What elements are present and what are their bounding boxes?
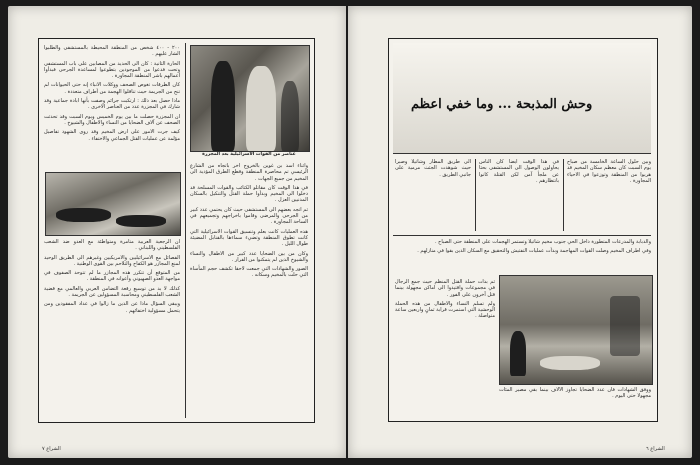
figure-soldier	[211, 61, 235, 151]
page-number: الشراع ٧	[42, 446, 61, 452]
paragraph: ماذا حصل بعد ذلك : ارتكبت جرائم وصفت بأنها ابادة جماعية وقد شارك في المجزرة عدد من العناصر الاخرى .	[44, 98, 180, 111]
paragraph: هذه العمليات كانت بعلم وتنسيق القوات الاسرائيلية التي كانت تطوق المنطقة وتضيء سماءها بالقنابل المضيئة طوال الليل .	[190, 228, 308, 248]
paragraph: ان الرجعية العربية متآمرة ومتواطئة مع العدو ضد الشعب الفلسطيني واللبناني .	[44, 239, 180, 252]
paragraph: ولم تسلم النساء والاطفال من هذه الحملة الوحشية التي استمرت قرابة ثمانٍ واربعين ساعة متواصلة .	[395, 300, 495, 320]
paragraph: ٢٠٠ - ٤٠٠ شخص من المنطقة المحيطة بالمستشفى والطلبوا الشار عليهم .	[44, 45, 180, 58]
headline-box	[393, 43, 651, 154]
paragraph: ثم اتجه بعضهم الى المستشفى حيث كان يحتمي عدد كبير من الجرحى والمرضى وقاموا باخراجهم وتجميعهم في الساحة المجاورة .	[190, 206, 308, 226]
paragraph: كيف جرت الامور على ارض المخيم وقد روى الشهود تفاصيل مؤلمة عن عمليات القتل الجماعي والاختفاء .	[44, 129, 180, 142]
intro-column-left	[395, 159, 471, 231]
page-number: الشراع ٦	[646, 446, 665, 452]
intro-column-right	[567, 159, 651, 231]
photo-soldiers	[190, 45, 310, 152]
paragraph: ان المجزرة حصلت ما بين يوم الخميس ويوم السبت وقد تحدثت الصحف عن آلاف الضحايا من النساء والاطفال والشيوخ .	[44, 113, 180, 126]
column-divider	[475, 159, 476, 231]
paragraph: ويبقى السؤال ماذا عن الذين ما زالوا في عداد المفقودين ومن يتحمل مسؤولية اختفائهم .	[44, 301, 180, 314]
figure-rubble	[540, 356, 600, 370]
paragraph: الى طريق المطار وشاتيلا وصبرا حيث شوهدت الجثث مرمية على جانبي الطريق .	[395, 159, 471, 178]
paragraph: وفي اطراف المخيم وصلت القوات المهاجمة وبدأت عمليات التفتيش والتحقيق مع السكان الذين بقوا في منازلهم .	[417, 248, 651, 255]
paragraph: وبين حلول الساعة الخامسة من صباح يوم السبت كان معظم سكان المخيم قد هربوا من المنطقة وتوزعوا في الاحياء المجاورة .	[567, 159, 651, 184]
paragraph: الحارة الثانية : كان الى الحديد من المصابين على باب المستشفى وتحت فدعوا من الموجودين بتطوعوا لمساعدة الجرحى فبدأوا أعمالهم باشر المنطقة المجاورة .	[44, 60, 180, 80]
photo-caption: عناصر من القوات الاسرائيلية بعد المجزرة	[202, 152, 296, 157]
divider	[393, 235, 651, 236]
left-page	[8, 6, 346, 458]
column-divider	[185, 43, 186, 418]
column-divider	[563, 159, 564, 231]
headline: وحش المذبحة ... وما خفي اعظم	[411, 97, 593, 112]
main-text-side	[395, 279, 495, 415]
photo-victims	[45, 172, 181, 236]
paragraph: الصور والشهادات التي جمعت لاحقا تكشف حجم المأساة التي حلت بالمخيم وسكانه .	[190, 266, 308, 279]
figure-person	[510, 331, 526, 376]
figure-victim	[116, 215, 166, 227]
photo-street-bodies	[499, 275, 653, 385]
figure-background	[281, 81, 299, 151]
paragraph: ثم بدأت حملة القتل المنظم حيث جمع الرجال في مجموعات واقتيدوا الى اماكن مجهولة بينما قتل آخرون على الفور .	[395, 279, 495, 298]
figure-man	[246, 66, 276, 151]
figure-victim	[56, 208, 111, 222]
main-text-bottom	[499, 387, 651, 415]
main-text-top	[395, 239, 651, 279]
paragraph: من المتوقع أن تتكرر هذه المجازر ما لم تتوحد الصفوف في مواجهة العدو الصهيوني وأعوانه في المنطقة .	[44, 270, 180, 283]
paragraph: ووفق الشهادات فان عدد الضحايا تجاوز الآلاف بينما بقي مصير المئات مجهولا حتى اليوم .	[499, 387, 651, 400]
paragraph: في هذا الوقت ايضا كان الناس يحاولون الوصول الى المستشفى بحثا عن ملجأ آمن لكن القتلة كانوا بانتظارهم .	[479, 159, 559, 184]
left-page-right-column	[190, 163, 308, 413]
left-page-left-column-top	[44, 45, 180, 167]
right-page-frame	[388, 38, 658, 422]
left-page-left-column-bottom	[44, 239, 180, 415]
intro-column-middle	[479, 159, 559, 231]
paragraph: وكان من بين الضحايا عدد كبير من الاطفال والنساء والشيوخ الذين لم يتمكنوا من الفرار .	[190, 250, 308, 263]
paragraph: كان الطرقات تغوص الصحف ووكلات الانباء إنه حتى الحيوانات لم تنج من الجريمة حيث تناقلوا الهجمة من أطراف متعددة .	[44, 82, 180, 95]
figure-building	[610, 296, 640, 356]
paragraph: في هذا الوقت كان مقاتلو الكتائب والقوات المسلحة قد دخلوا الى المخيم وبدأوا حملة القتل والتنكيل بالسكان المدنيين العزل .	[190, 184, 308, 204]
paragraph: الفصائل مع الاسرائيليين والامريكيين وغيرهم الى الطريق الوحيد لمنع المجازر هو الكفاح والتلاحم بين القوى الوطنية .	[44, 254, 180, 267]
paragraph: كذلك لا بد من توسيع رقعة التضامن العربي والعالمي مع قضية الشعب الفلسطيني ومحاسبة المسؤولين عن الجريمة .	[44, 285, 180, 299]
paragraph: واثناء اسد بن غوين بالخروج آخر باتجاه من الشارع الرئيسي تم محاصرة المنطقة وقطع الطرق المؤدية الى المخيم من جميع الجهات .	[190, 163, 308, 182]
left-page-frame	[38, 38, 315, 423]
right-page	[348, 6, 692, 458]
paragraph: والدبابة والمدرعات المتطورة داخل الحي جنوب مخيم شاتيلا وتستمر الهجمات على المنطقة حتى الصباح .	[434, 239, 651, 245]
